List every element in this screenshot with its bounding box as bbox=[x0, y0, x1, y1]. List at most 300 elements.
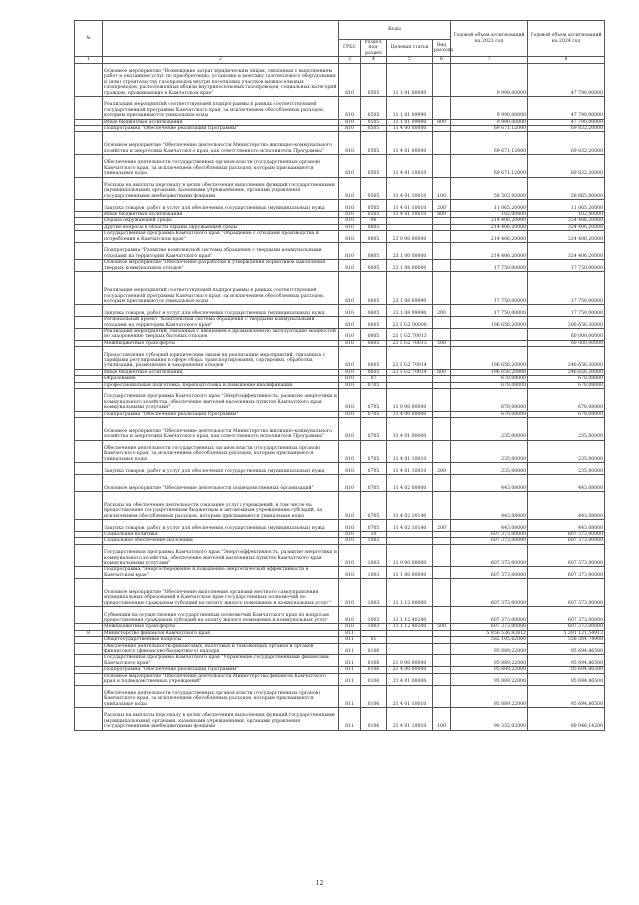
row-amount-2023: 17 750,00000 bbox=[451, 305, 528, 317]
row-grbs: 810 bbox=[339, 119, 361, 125]
budget-table-page bbox=[74, 20, 604, 731]
row-grbs: 810 bbox=[339, 272, 361, 305]
header-2023: Годовой объем ассигнований на 2023 год bbox=[451, 21, 528, 57]
row-number bbox=[75, 418, 103, 441]
row-target: 23 1 08 00000 bbox=[387, 260, 433, 272]
row-number: 9 bbox=[75, 630, 103, 636]
row-section: 0505 bbox=[361, 177, 387, 200]
row-amount-2024: 607 373,00000 bbox=[528, 607, 605, 624]
row-section: 0106 bbox=[361, 708, 387, 731]
row-target: 11 4 01 00000 bbox=[387, 418, 433, 441]
row-number bbox=[75, 177, 103, 200]
row-amount-2024: 235,00000 bbox=[528, 463, 605, 475]
table-row bbox=[75, 63, 605, 96]
table-row bbox=[75, 440, 605, 463]
row-name: Закупка товаров, работ и услуг для обеспечения государственных (муниципальных) нужд bbox=[103, 305, 339, 317]
row-amount-2023: 9 990,00000 bbox=[451, 63, 528, 96]
column-number: 1 bbox=[75, 57, 103, 63]
row-number bbox=[75, 708, 103, 731]
row-amount-2023: 443,08000 bbox=[451, 492, 528, 520]
row-name: Государственная программа Камчатского края "Обращение с отходами производства и потребления в Камчатском крае" bbox=[103, 231, 339, 243]
row-amount-2024: 95 694,86500 bbox=[528, 685, 605, 708]
row-amount-2023: 214 406,20000 bbox=[451, 231, 528, 243]
row-grbs: 810 bbox=[339, 544, 361, 567]
row-amount-2024: 235,00000 bbox=[528, 418, 605, 441]
row-target: 23 1 08 09990 bbox=[387, 272, 433, 305]
row-target: 23 0 00 00000 bbox=[387, 231, 433, 243]
row-amount-2023: 607 373,00000 bbox=[451, 538, 528, 544]
row-amount-2023: 678,08000 bbox=[451, 411, 528, 417]
row-section: 0605 bbox=[361, 317, 387, 329]
row-amount-2024: 58 665,00000 bbox=[528, 177, 605, 200]
table-row bbox=[75, 260, 605, 272]
table-row bbox=[75, 200, 605, 212]
row-number bbox=[75, 231, 103, 243]
row-amount-2023: 9 990,00000 bbox=[451, 97, 528, 120]
row-name: Подпрограмма "Обеспечение реализации Программы" bbox=[103, 126, 339, 132]
row-exptype bbox=[433, 155, 451, 178]
table-row bbox=[75, 418, 605, 441]
row-name: Подпрограмма "Обеспечение реализации Программы" bbox=[103, 411, 339, 417]
column-number: 3 bbox=[339, 57, 361, 63]
row-exptype bbox=[433, 97, 451, 120]
budget-table bbox=[74, 20, 605, 731]
row-section: 1003 bbox=[361, 544, 387, 567]
row-target: 11 4 00 00000 bbox=[387, 126, 433, 132]
row-amount-2023: 90 332,02000 bbox=[451, 708, 528, 731]
row-target: 11 4 02 10140 bbox=[387, 492, 433, 520]
row-section: 0605 bbox=[361, 272, 387, 305]
row-grbs: 810 bbox=[339, 177, 361, 200]
row-name: Предоставление субсидий юридическим лицам на реализацию мероприятий, связанных с тарифами регулирования в сфере сбора, транспортирования, сортировки, обработки, утилизации, размещения и захоронения отходов bbox=[103, 347, 339, 370]
row-number bbox=[75, 655, 103, 667]
row-grbs: 811 bbox=[339, 673, 361, 685]
row-name: Расходы на выплаты персоналу в целях обеспечения выполнения функций государственными (муниципальными) органами, казенными учреждениями, органами управления государственными внебюджетными фондами bbox=[103, 708, 339, 731]
row-name: Основное мероприятие "Обеспечение деятельности Министерства финансов Камчатского края и подведомственных учреждений" bbox=[103, 673, 339, 685]
table-row bbox=[75, 155, 605, 178]
row-amount-2024: 607 373,00000 bbox=[528, 544, 605, 567]
row-exptype: 100 bbox=[433, 708, 451, 731]
column-number: 7 bbox=[451, 57, 528, 63]
row-exptype bbox=[433, 607, 451, 624]
row-amount-2023: 95 889,22000 bbox=[451, 655, 528, 667]
table-row bbox=[75, 231, 605, 243]
row-amount-2024: 324 406,20000 bbox=[528, 224, 605, 230]
row-amount-2024: 47 790,00000 bbox=[528, 119, 605, 125]
row-target: 23 1 G2 00000 bbox=[387, 317, 433, 329]
row-name: Подпрограмма "Развитие комплексной системы обращения с твердыми коммунальными отходами на территории Камчатского края" bbox=[103, 243, 339, 260]
row-exptype bbox=[433, 475, 451, 492]
row-exptype bbox=[433, 579, 451, 607]
row-grbs: 810 bbox=[339, 243, 361, 260]
row-grbs: 810 bbox=[339, 382, 361, 388]
row-exptype bbox=[433, 389, 451, 412]
row-grbs: 810 bbox=[339, 607, 361, 624]
row-number bbox=[75, 440, 103, 463]
row-number bbox=[75, 579, 103, 607]
row-section: 0106 bbox=[361, 685, 387, 708]
header-grbs: ГРБС bbox=[339, 40, 361, 57]
table-row bbox=[75, 520, 605, 532]
row-amount-2023: 582 105,62000 bbox=[451, 637, 528, 643]
row-grbs: 811 bbox=[339, 667, 361, 673]
row-section: 06 bbox=[361, 218, 387, 224]
header-num: № bbox=[75, 21, 103, 57]
table-row bbox=[75, 132, 605, 155]
row-grbs: 810 bbox=[339, 231, 361, 243]
row-section: 0605 bbox=[361, 347, 387, 370]
row-section: 10 bbox=[361, 532, 387, 538]
row-name: Основное мероприятие "Обеспечение деятельности Министерства жилищно-коммунального хозяйства и энергетики Камчатского края, как ответственного исполнителя Программы" bbox=[103, 418, 339, 441]
row-name: Расходы на выплаты персоналу в целях обеспечения выполнения функций государственными (муниципальными) органами, казенными учреждениями, органами управления государственными внебюджетными фондами bbox=[103, 177, 339, 200]
row-section: 0705 bbox=[361, 389, 387, 412]
row-amount-2024: 95 694,86500 bbox=[528, 643, 605, 655]
row-section: 0705 bbox=[361, 463, 387, 475]
row-target: 11 4 01 10010 bbox=[387, 177, 433, 200]
row-grbs: 810 bbox=[339, 126, 361, 132]
row-amount-2024: 678,08000 bbox=[528, 411, 605, 417]
row-amount-2024: 47 790,00000 bbox=[528, 63, 605, 96]
row-section: 0106 bbox=[361, 673, 387, 685]
row-amount-2023: 17 750,00000 bbox=[451, 260, 528, 272]
row-name: Профессиональная подготовка, переподготовка и повышение квалификации bbox=[103, 382, 339, 388]
row-section: 0106 bbox=[361, 655, 387, 667]
row-target: 11 4 01 10010 bbox=[387, 200, 433, 212]
row-exptype: 100 bbox=[433, 177, 451, 200]
row-target: 21 4 01 10010 bbox=[387, 708, 433, 731]
row-name: Расходы на обеспечение деятельности (оказание услуг) учреждений, в том числе на предоставление государственным бюджетным и автономным учреждениям субсидий, за исключением обособленных расходов, которым присваиваются уникальные коды bbox=[103, 492, 339, 520]
row-name: Подпрограмма "Энергосбережение и повышение энергетической эффективности в Камчатском крае" bbox=[103, 567, 339, 579]
table-row bbox=[75, 643, 605, 655]
row-grbs: 811 bbox=[339, 643, 361, 655]
row-amount-2024: 678,08000 bbox=[528, 382, 605, 388]
row-amount-2024: 60 000,00000 bbox=[528, 340, 605, 346]
row-name: Межбюджетные трансферты bbox=[103, 340, 339, 346]
row-amount-2023: 17 750,00000 bbox=[451, 272, 528, 305]
row-section: 0505 bbox=[361, 97, 387, 120]
row-name: Другие вопросы в области охраны окружающей среды bbox=[103, 224, 339, 230]
row-number bbox=[75, 463, 103, 475]
row-amount-2023: 9 990,00000 bbox=[451, 119, 528, 125]
row-section: 0505 bbox=[361, 155, 387, 178]
row-name: Основное мероприятие "Возмещение затрат юридическим лицам, связанных с выполнением работ и оказанием услуг по приобретению, установке и монтажу газотеплового оборудования и (или) строительству газопроводов внутри поселковых участков межпоселковых газопроводов, расположенных вблизи внутрипоселковых газопроводов, социальных категорий граждан, проживающих в Камчатском крае" bbox=[103, 63, 339, 96]
row-number bbox=[75, 97, 103, 120]
row-grbs: 811 bbox=[339, 655, 361, 667]
table-row bbox=[75, 708, 605, 731]
row-name: Министерство финансов Камчатского края bbox=[103, 630, 339, 636]
row-grbs: 810 bbox=[339, 463, 361, 475]
row-number bbox=[75, 317, 103, 329]
row-grbs: 810 bbox=[339, 218, 361, 224]
row-amount-2023: 214 406,20000 bbox=[451, 224, 528, 230]
row-target: 21 4 00 00000 bbox=[387, 667, 433, 673]
row-target: 11 1 12 40240 bbox=[387, 624, 433, 630]
table-row bbox=[75, 685, 605, 708]
table-row bbox=[75, 567, 605, 579]
row-amount-2023: 235,00000 bbox=[451, 463, 528, 475]
row-exptype bbox=[433, 685, 451, 708]
row-grbs: 810 bbox=[339, 411, 361, 417]
row-section: 0505 bbox=[361, 132, 387, 155]
row-amount-2023: 678,08000 bbox=[451, 376, 528, 382]
row-section: 1003 bbox=[361, 567, 387, 579]
row-amount-2024: 102,00000 bbox=[528, 212, 605, 218]
row-target: 11 4 01 10010 bbox=[387, 155, 433, 178]
row-exptype: 200 bbox=[433, 463, 451, 475]
row-number bbox=[75, 389, 103, 412]
row-amount-2024: 558 384,74900 bbox=[528, 637, 605, 643]
row-section: 0505 bbox=[361, 200, 387, 212]
row-section: 0605 bbox=[361, 243, 387, 260]
row-exptype bbox=[433, 347, 451, 370]
row-amount-2023: 196 656,20000 bbox=[451, 369, 528, 375]
row-exptype: 200 bbox=[433, 305, 451, 317]
row-section: 0505 bbox=[361, 119, 387, 125]
row-amount-2024: 443,08000 bbox=[528, 475, 605, 492]
row-name: Социальная политика bbox=[103, 532, 339, 538]
table-row bbox=[75, 492, 605, 520]
row-amount-2024: 89 946,14200 bbox=[528, 708, 605, 731]
column-number: 2 bbox=[103, 57, 339, 63]
row-section: 0705 bbox=[361, 492, 387, 520]
row-amount-2023: 443,08000 bbox=[451, 475, 528, 492]
row-number bbox=[75, 475, 103, 492]
row-target: 11 1 01 09990 bbox=[387, 119, 433, 125]
row-exptype bbox=[433, 655, 451, 667]
row-exptype: 800 bbox=[433, 119, 451, 125]
table-row bbox=[75, 389, 605, 412]
row-exptype: 200 bbox=[433, 520, 451, 532]
row-section: 0705 bbox=[361, 411, 387, 417]
row-section: 1003 bbox=[361, 538, 387, 544]
row-amount-2023: 95 889,22000 bbox=[451, 673, 528, 685]
row-amount-2023: 678,08000 bbox=[451, 382, 528, 388]
table-row bbox=[75, 655, 605, 667]
table-row bbox=[75, 544, 605, 567]
row-section: 0705 bbox=[361, 382, 387, 388]
row-amount-2024: 5 291 121,54913 bbox=[528, 630, 605, 636]
row-section: 0605 bbox=[361, 231, 387, 243]
row-amount-2024: 95 694,86500 bbox=[528, 667, 605, 673]
row-target: 11 4 00 00000 bbox=[387, 411, 433, 417]
header-codes: Коды bbox=[339, 21, 451, 40]
row-amount-2023: 214 406,20000 bbox=[451, 243, 528, 260]
row-number bbox=[75, 347, 103, 370]
row-exptype bbox=[433, 567, 451, 579]
table-row bbox=[75, 347, 605, 370]
row-section: 0605 bbox=[361, 329, 387, 341]
row-section: 1003 bbox=[361, 579, 387, 607]
row-amount-2024: 11 065,20000 bbox=[528, 200, 605, 212]
table-row bbox=[75, 607, 605, 624]
row-grbs: 810 bbox=[339, 97, 361, 120]
row-target: 23 1 08 09990 bbox=[387, 305, 433, 317]
row-exptype: 800 bbox=[433, 369, 451, 375]
page-number: 12 bbox=[315, 880, 324, 887]
row-grbs: 810 bbox=[339, 260, 361, 272]
row-amount-2024: 607 373,00000 bbox=[528, 532, 605, 538]
row-name: Закупка товаров, работ и услуг для обеспечения государственных (муниципальных) нужд bbox=[103, 463, 339, 475]
row-amount-2024: 17 750,00000 bbox=[528, 305, 605, 317]
row-number bbox=[75, 132, 103, 155]
row-section: 0705 bbox=[361, 440, 387, 463]
row-exptype bbox=[433, 243, 451, 260]
row-grbs: 810 bbox=[339, 538, 361, 544]
row-amount-2024: 324 406,20000 bbox=[528, 231, 605, 243]
row-section: 0705 bbox=[361, 475, 387, 492]
row-section: 0505 bbox=[361, 63, 387, 96]
row-name: Обеспечение деятельности государственных органов власти (государственных органов) Камчатского края, за исключением обособленных расходов, которым присваиваются уникальные коды bbox=[103, 685, 339, 708]
row-target: 11 1 00 00000 bbox=[387, 567, 433, 579]
row-exptype: 500 bbox=[433, 340, 451, 346]
row-amount-2024: 443,08000 bbox=[528, 492, 605, 520]
row-number bbox=[75, 492, 103, 520]
row-target: 11 0 00 00000 bbox=[387, 389, 433, 412]
row-target: 23 1 G2 70013 bbox=[387, 329, 433, 341]
row-amount-2024: 95 694,86500 bbox=[528, 673, 605, 685]
column-number: 8 bbox=[528, 57, 605, 63]
row-exptype bbox=[433, 643, 451, 655]
row-target: 23 1 G2 70014 bbox=[387, 347, 433, 370]
row-number bbox=[75, 243, 103, 260]
row-amount-2024: 235,00000 bbox=[528, 440, 605, 463]
row-exptype bbox=[433, 231, 451, 243]
row-name: Государственная программа Камчатского края "Управление государственными финансами Камчатского края" bbox=[103, 655, 339, 667]
row-amount-2024: 69 832,20000 bbox=[528, 126, 605, 132]
row-amount-2024: 324 406,20000 bbox=[528, 243, 605, 260]
table-row bbox=[75, 317, 605, 329]
row-number bbox=[75, 63, 103, 96]
row-section: 0605 bbox=[361, 305, 387, 317]
row-target: 11 1 12 00000 bbox=[387, 579, 433, 607]
row-amount-2023: 11 065,20000 bbox=[451, 200, 528, 212]
row-number bbox=[75, 305, 103, 317]
row-name: Межбюджетные трансферты bbox=[103, 624, 339, 630]
row-target: 11 4 01 10010 bbox=[387, 212, 433, 218]
row-name: Основное мероприятие "Обеспечение разработки и утверждения нормативов накопления твердых коммунальных отходов" bbox=[103, 260, 339, 272]
row-amount-2023: 607 373,00000 bbox=[451, 567, 528, 579]
header-section: Раздел, под-раздел bbox=[361, 40, 387, 57]
row-amount-2023: 196 656,20000 bbox=[451, 317, 528, 329]
row-amount-2023: 69 671,12000 bbox=[451, 126, 528, 132]
row-name: Реализация мероприятий соответствующей подпрограммы в рамках соответствующей государственной программы Камчатского края, за исключением обособленных расходов, которым присваиваются уникальные коды bbox=[103, 272, 339, 305]
row-name: Образование bbox=[103, 376, 339, 382]
row-section: 0505 bbox=[361, 126, 387, 132]
row-target: 11 4 01 10010 bbox=[387, 463, 433, 475]
row-grbs: 810 bbox=[339, 212, 361, 218]
row-name: Обеспечение деятельности финансовых, налоговых и таможенных органов и органов финансового (финансово-бюджетного) надзора bbox=[103, 643, 339, 655]
row-amount-2023: 235,00000 bbox=[451, 440, 528, 463]
row-exptype: 500 bbox=[433, 624, 451, 630]
row-grbs: 810 bbox=[339, 520, 361, 532]
row-name: Государственная программа Камчатского края "Энергоэффективность, развитие энергетики и коммунального хозяйства, обеспечение жителей населенных пунктов Камчатского края коммунальными услугами" bbox=[103, 389, 339, 412]
row-exptype bbox=[433, 63, 451, 96]
row-number bbox=[75, 272, 103, 305]
row-amount-2024: 324 406,20000 bbox=[528, 218, 605, 224]
header-exptype: Вид расхода bbox=[433, 40, 451, 57]
row-number bbox=[75, 643, 103, 655]
row-grbs: 810 bbox=[339, 200, 361, 212]
row-section: 0605 bbox=[361, 260, 387, 272]
row-target: 23 1 G2 70014 bbox=[387, 369, 433, 375]
row-name: Обеспечение деятельности государственных органов власти (государственных органов) Камчатского края, за исключением обособленных расходов, которым присваиваются уникальные коды bbox=[103, 440, 339, 463]
row-name: Региональный проект "Комплексная система обращения с твердыми коммунальными отходами на территории Камчатского края" bbox=[103, 317, 339, 329]
row-amount-2023: 5 856 536,83812 bbox=[451, 630, 528, 636]
row-amount-2024: 47 790,00000 bbox=[528, 97, 605, 120]
row-grbs: 810 bbox=[339, 418, 361, 441]
row-exptype bbox=[433, 440, 451, 463]
column-number: 6 bbox=[433, 57, 451, 63]
row-name: Иные бюджетные ассигнования bbox=[103, 119, 339, 125]
row-target: 11 4 01 10010 bbox=[387, 440, 433, 463]
row-amount-2024: 246 656,20000 bbox=[528, 369, 605, 375]
row-exptype bbox=[433, 544, 451, 567]
header-name bbox=[103, 21, 339, 57]
row-grbs: 810 bbox=[339, 579, 361, 607]
row-amount-2024: 607 373,00000 bbox=[528, 538, 605, 544]
table-body bbox=[75, 63, 605, 730]
column-number: 4 bbox=[361, 57, 387, 63]
row-section: 1003 bbox=[361, 607, 387, 624]
row-amount-2023: 443,08000 bbox=[451, 520, 528, 532]
table-row bbox=[75, 475, 605, 492]
row-exptype bbox=[433, 492, 451, 520]
row-grbs: 811 bbox=[339, 637, 361, 643]
row-exptype bbox=[433, 260, 451, 272]
row-amount-2023: 58 503,92000 bbox=[451, 177, 528, 200]
row-number bbox=[75, 607, 103, 624]
row-exptype: 800 bbox=[433, 212, 451, 218]
row-name: Закупка товаров, работ и услуг для обеспечения государственных (муниципальных) нужд bbox=[103, 200, 339, 212]
row-section: 0705 bbox=[361, 418, 387, 441]
header-target: Целевая статья bbox=[387, 40, 433, 57]
row-amount-2024: 607 373,00000 bbox=[528, 624, 605, 630]
row-target: 21 4 01 00000 bbox=[387, 673, 433, 685]
row-name: Основное мероприятие "Обеспечение деятельности Министерства жилищно-коммунального хозяйства и энергетики Камчатского края, как ответственного исполнителя Программы" bbox=[103, 132, 339, 155]
row-number bbox=[75, 260, 103, 272]
row-grbs: 810 bbox=[339, 492, 361, 520]
row-amount-2023: 95 889,22000 bbox=[451, 667, 528, 673]
row-amount-2023: 69 671,12000 bbox=[451, 155, 528, 178]
row-amount-2023: 607 373,00000 bbox=[451, 532, 528, 538]
row-name: Иные бюджетные ассигнования bbox=[103, 212, 339, 218]
row-grbs: 810 bbox=[339, 329, 361, 341]
table-row bbox=[75, 243, 605, 260]
row-grbs: 811 bbox=[339, 685, 361, 708]
table-row bbox=[75, 579, 605, 607]
row-number bbox=[75, 685, 103, 708]
row-section: 0605 bbox=[361, 369, 387, 375]
row-amount-2023: 95 889,22000 bbox=[451, 685, 528, 708]
row-name: Основное мероприятие "Обеспечение деятельности подведомственных организаций" bbox=[103, 475, 339, 492]
row-target: 11 4 02 10140 bbox=[387, 520, 433, 532]
row-grbs: 811 bbox=[339, 630, 361, 636]
row-target: 11 1 12 40240 bbox=[387, 607, 433, 624]
row-grbs: 810 bbox=[339, 389, 361, 412]
row-section: 0106 bbox=[361, 667, 387, 673]
row-amount-2023: 607 373,00000 bbox=[451, 579, 528, 607]
row-amount-2023: 214 406,20000 bbox=[451, 218, 528, 224]
row-target: 11 4 02 00000 bbox=[387, 475, 433, 492]
row-name: Государственная программа Камчатского края "Энергоэффективность, развитие энергетики и коммунального хозяйства, обеспечение жителей населенных пунктов Камчатского края коммунальными услугами" bbox=[103, 544, 339, 567]
row-grbs: 810 bbox=[339, 567, 361, 579]
row-amount-2024: 69 832,20000 bbox=[528, 132, 605, 155]
row-section: 0705 bbox=[361, 520, 387, 532]
row-target: 21 0 00 00000 bbox=[387, 655, 433, 667]
row-amount-2023: 607 373,00000 bbox=[451, 544, 528, 567]
row-amount-2023: 607 373,00000 bbox=[451, 624, 528, 630]
row-number bbox=[75, 329, 103, 341]
